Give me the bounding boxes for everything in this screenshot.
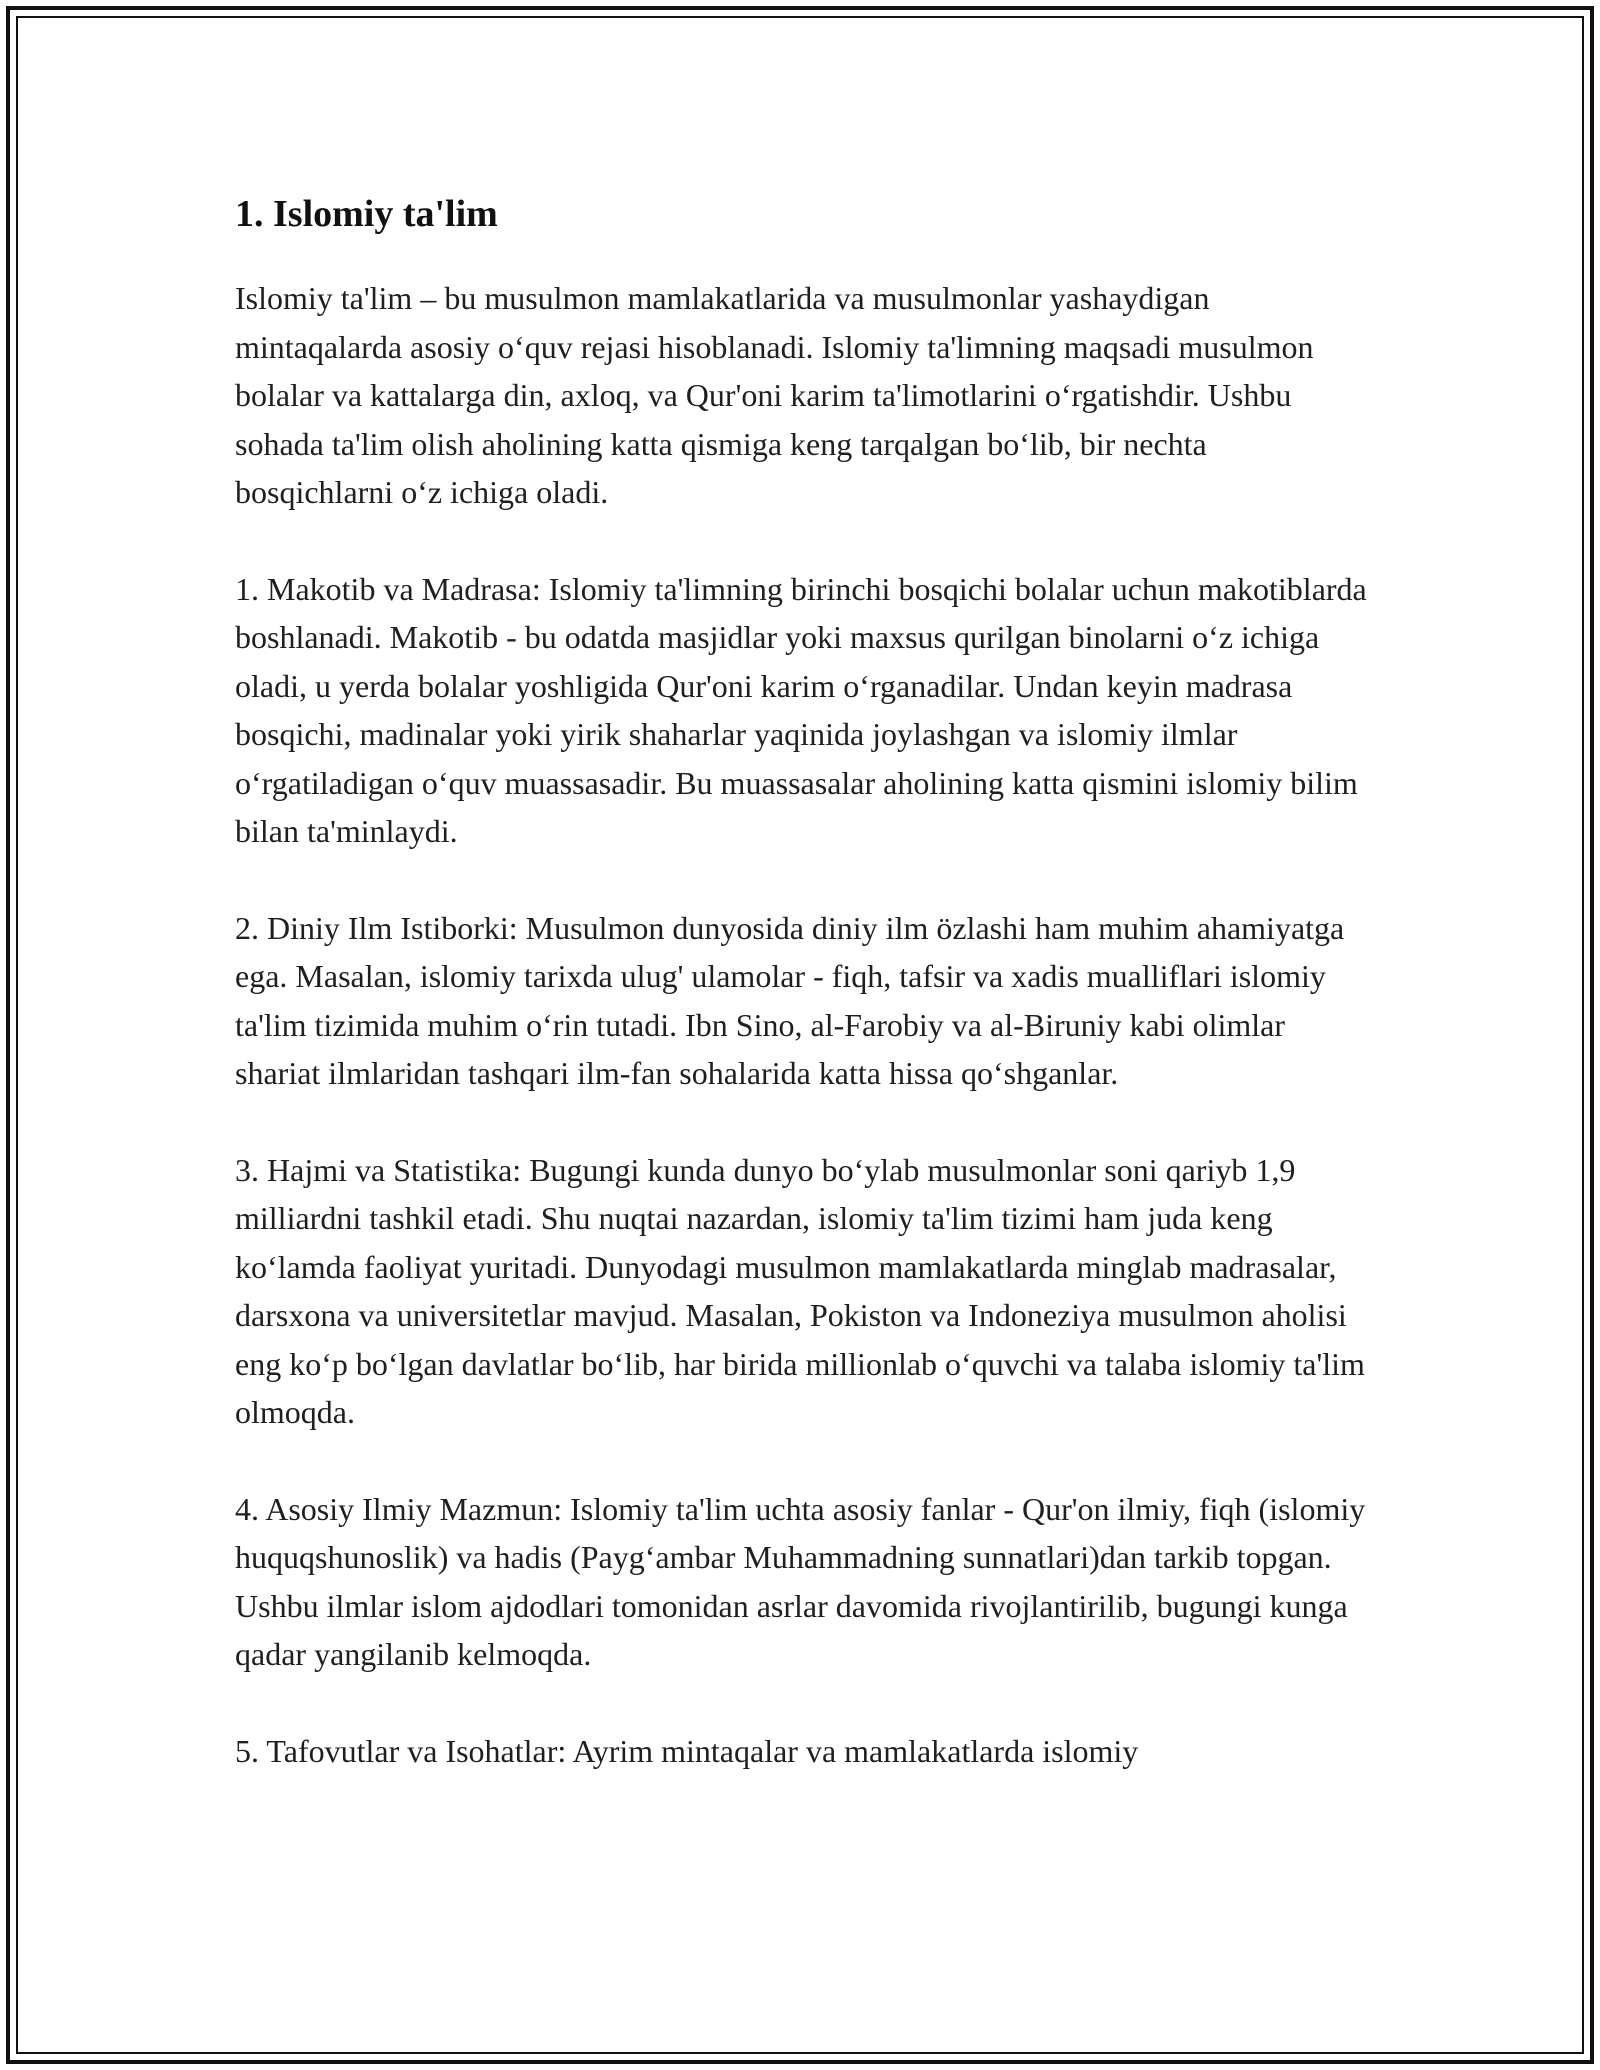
paragraph-diniy-ilm: 2. Diniy Ilm Istiborki: Musulmon dunyosida diniy ilm özlashi ham muhim ahamiyatga ega. Masalan, islomiy tarixda ulug' ulamolar - fiqh, tafsir va xadis mualliflari islomiy ta'lim tizimida muhim o‘rin tutadi. Ibn Sino, al-Farobiy va al-Biruniy kabi olimlar shariat ilmlaridan tashqari ilm-fan sohalarida katta hissa qo‘shganlar. xyxy=(235,909,1345,1091)
paragraph-makotib-madrasa: 1. Makotib va Madrasa: Islomiy ta'limning birinchi bosqichi bolalar uchun makotiblarda boshlanadi. Makotib - bu odatda masjidlar yoki maxsus qurilgan binolarni o‘z ichiga oladi, u yerda bolalar yoshligida Qur'oni karim o‘rganadilar. Undan keyin madrasa bosqichi, madinalar yoki yirik shaharlar yaqinida joylashgan va islomiy ilmlar o‘rgatiladigan o‘quv muassasadir. Bu muassasalar aholining katta qismini islomiy bilim bilan ta'minlaydi. xyxy=(235,570,1367,849)
section-heading: 1. Islomiy ta'lim xyxy=(235,193,498,235)
intro-paragraph: Islomiy ta'lim – bu musulmon mamlakatlarida va musulmonlar yashaydigan mintaqalarda asosiy o‘quv rejasi hisoblanadi. Islomiy ta'limning maqsadi musulmon bolalar va kattalarga din, axloq, va Qur'oni karim ta'limotlarini o‘rgatishdir. Ushbu sohada ta'lim olish aholining katta qismiga keng tarqalgan bo‘lib, bir nechta bosqichlarni o‘z ichiga oladi. xyxy=(235,280,1314,510)
paragraph-hajmi-statistika: 3. Hajmi va Statistika: Bugungi kunda dunyo bo‘ylab musulmonlar soni qariyb 1,9 milliardni tashkil etadi. Shu nuqtai nazardan, islomiy ta'lim tizimi ham juda keng ko‘lamda faoliyat yuritadi. Dunyodagi musulmon mamlakatlarda minglab madrasalar, darsxona va universitetlar mavjud. Masalan, Pokiston va Indoneziya musulmon aholisi eng ko‘p bo‘lgan davlatlar bo‘lib, har birida millionlab o‘quvchi va talaba islomiy ta'lim olmoqda. xyxy=(235,1151,1365,1430)
document-body xyxy=(235,188,1370,1823)
paragraph-asosiy-ilmiy-mazmun: 4. Asosiy Ilmiy Mazmun: Islomiy ta'lim uchta asosiy fanlar - Qur'on ilmiy, fiqh (islomiy huquqshunoslik) va hadis (Payg‘ambar Muhammadning sunnatlari)dan tarkib topgan. Ushbu ilmlar islom ajdodlari tomonidan asrlar davomida rivojlantirilib, bugungi kunga qadar yangilanib kelmoqda. xyxy=(235,1490,1366,1672)
paragraph-tafovutlar-isohatlar: 5. Tafovutlar va Isohatlar: Ayrim mintaqalar va mamlakatlarda islomiy xyxy=(235,1732,1139,1769)
